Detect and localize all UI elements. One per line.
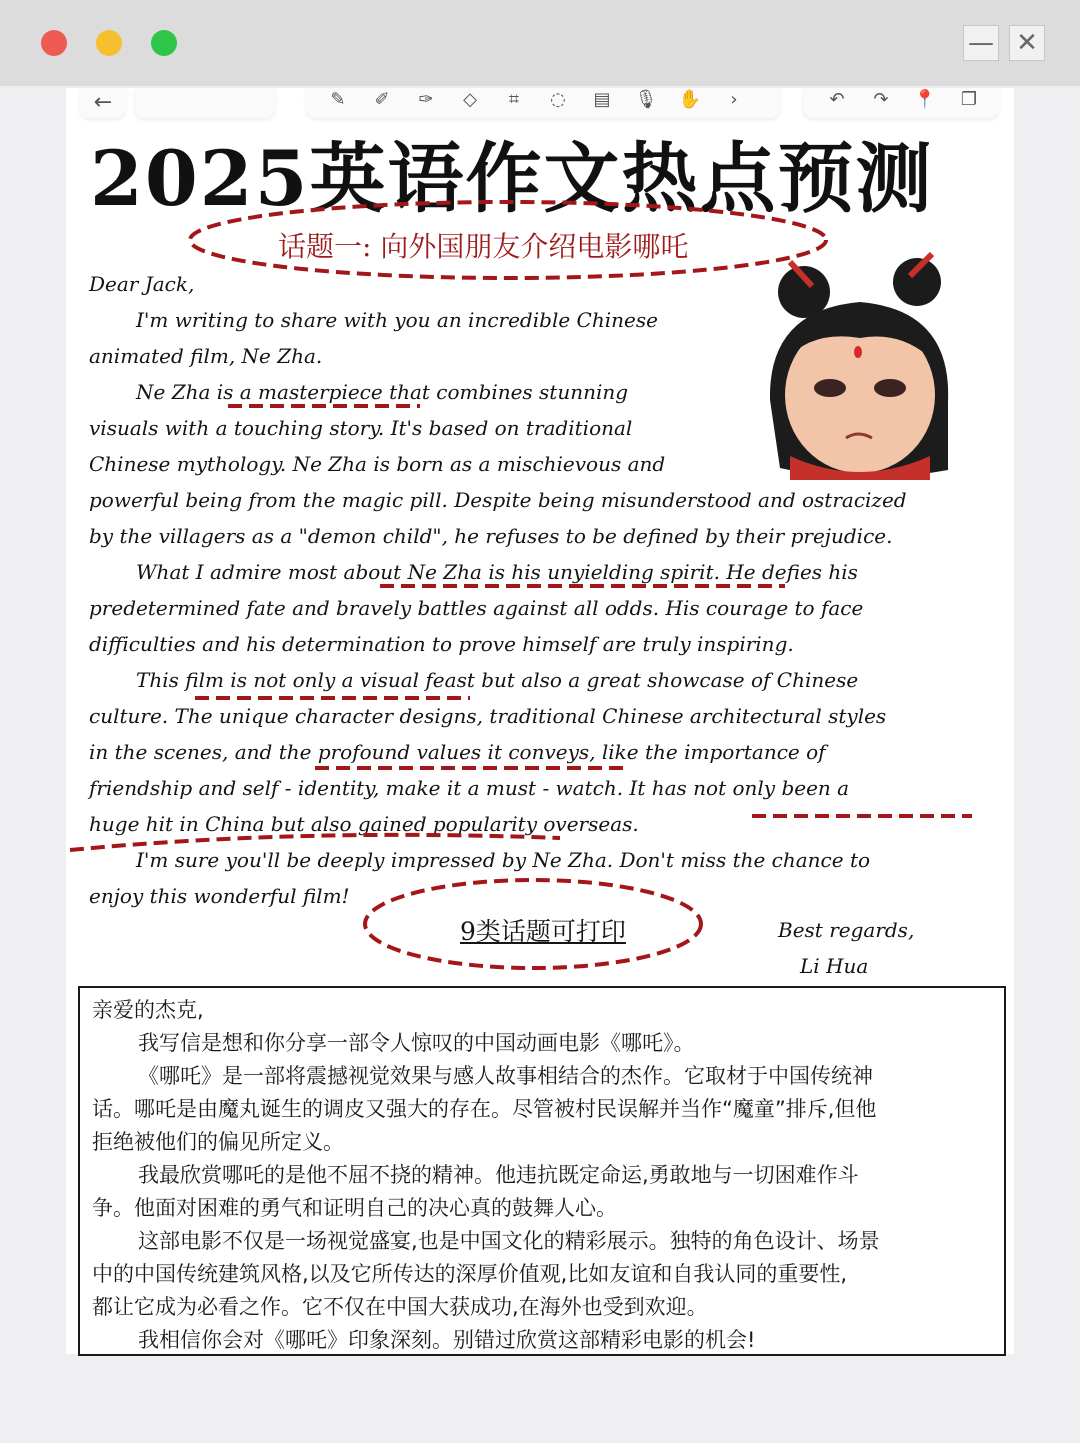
- letter-line: predetermined fate and bravely battles against all odds. His courage to face: [89, 596, 864, 620]
- print-note: 9类话题可打印: [460, 917, 626, 946]
- shape-tool-icon[interactable]: ⌗: [508, 88, 520, 110]
- letter-line: I'm writing to share with you an incredible Chinese: [136, 308, 658, 332]
- pen-tool-icon[interactable]: ✎: [330, 88, 346, 110]
- translation-line: 都让它成为必看之作。它不仅在中国大获成功,在海外也受到欢迎。: [92, 1295, 708, 1319]
- letter-line: Chinese mythology. Ne Zha is born as a mischievous and: [89, 452, 666, 476]
- translation-line: 我最欣赏哪吒的是他不屈不挠的精神。他违抗既定命运,勇敢地与一切困难作斗: [138, 1163, 859, 1187]
- translation-line: 话。哪吒是由魔丸诞生的调皮又强大的存在。尽管被村民误解并当作“魔童”排斥,但他: [92, 1097, 877, 1121]
- translation-line: 中的中国传统建筑风格,以及它所传达的深厚价值观,比如友谊和自我认同的重要性,: [92, 1262, 848, 1286]
- letter-line: What I admire most about Ne Zha is his unyielding spirit. He defies his: [136, 560, 858, 584]
- pages-icon[interactable]: ❐: [960, 88, 978, 110]
- letter-line: visuals with a touching story. It's based on traditional: [89, 416, 633, 440]
- minimize-icon: —: [968, 28, 994, 58]
- translation-line: 《哪吒》是一部将震撼视觉效果与感人故事相结合的杰作。它取材于中国传统神: [138, 1064, 873, 1088]
- translation-line: 拒绝被他们的偏见所定义。: [92, 1130, 344, 1154]
- letter-line: This film is not only a visual feast but also a great showcase of Chinese: [136, 668, 859, 692]
- translation-line: 这部电影不仅是一场视觉盛宴,也是中国文化的精彩展示。独特的角色设计、场景: [138, 1229, 880, 1253]
- lasso-tool-icon[interactable]: ◌: [550, 88, 566, 110]
- letter-line: Dear Jack,: [89, 272, 195, 296]
- subtitle-circle: [190, 202, 826, 278]
- signature: Li Hua: [800, 954, 869, 978]
- letter-line: culture. The unique character designs, traditional Chinese architectural styles: [89, 704, 887, 728]
- letter-line: in the scenes, and the profound values it conveys, like the importance of: [89, 740, 826, 764]
- close-icon: ✕: [1016, 28, 1038, 58]
- letter-line: powerful being from the magic pill. Despite being misunderstood and ostracized: [89, 488, 907, 512]
- letter-line: I'm sure you'll be deeply impressed by Ne Zha. Don't miss the chance to: [136, 848, 871, 872]
- eraser-tool-icon[interactable]: ◇: [463, 88, 477, 110]
- pin-icon[interactable]: 📍: [913, 88, 937, 110]
- hand-tool-icon[interactable]: ✋: [678, 88, 702, 110]
- back-arrow-icon: ←: [93, 90, 113, 115]
- underline-popularity: [70, 835, 560, 850]
- translation-line: 亲爱的杰克,: [92, 998, 204, 1022]
- letter-line: Ne Zha is a masterpiece that combines stunning: [136, 380, 629, 404]
- print-note-circle: [365, 880, 701, 968]
- letter-line: friendship and self - identity, make it a must - watch. It has not only been a: [89, 776, 850, 800]
- chevron-right-icon[interactable]: ›: [730, 88, 738, 110]
- microphone-icon[interactable]: 🎙: [634, 88, 658, 110]
- letter-line: difficulties and his determination to prove himself are truly inspiring.: [89, 632, 794, 656]
- letter-line: animated film, Ne Zha.: [89, 344, 323, 368]
- letter-line: huge hit in China but also gained popularity overseas.: [89, 812, 639, 836]
- letter-line: enjoy this wonderful film!: [89, 884, 350, 908]
- translation-line: 我相信你会对《哪吒》印象深刻。别错过欣赏这部精彩电影的机会!: [138, 1328, 756, 1352]
- image-tool-icon[interactable]: ▤: [593, 88, 611, 110]
- translation-line: 争。他面对困难的勇气和证明自己的决心真的鼓舞人心。: [92, 1196, 617, 1220]
- letter-line: by the villagers as a "demon child", he refuses to be defined by their prejudice.: [89, 524, 893, 548]
- chinese-translation-box: [78, 986, 1006, 1356]
- closing-phrase: Best regards,: [778, 918, 915, 942]
- pencil-tool-icon[interactable]: ✐: [374, 88, 390, 110]
- page-title: 2025英语作文热点预测: [90, 134, 934, 223]
- redo-icon[interactable]: ↷: [873, 88, 889, 110]
- topic-subtitle: 话题一: 向外国朋友介绍电影哪吒: [278, 230, 689, 263]
- highlighter-tool-icon[interactable]: ✑: [418, 88, 434, 110]
- undo-icon[interactable]: ↶: [829, 88, 845, 110]
- translation-line: 我写信是想和你分享一部令人惊叹的中国动画电影《哪吒》。: [138, 1031, 695, 1055]
